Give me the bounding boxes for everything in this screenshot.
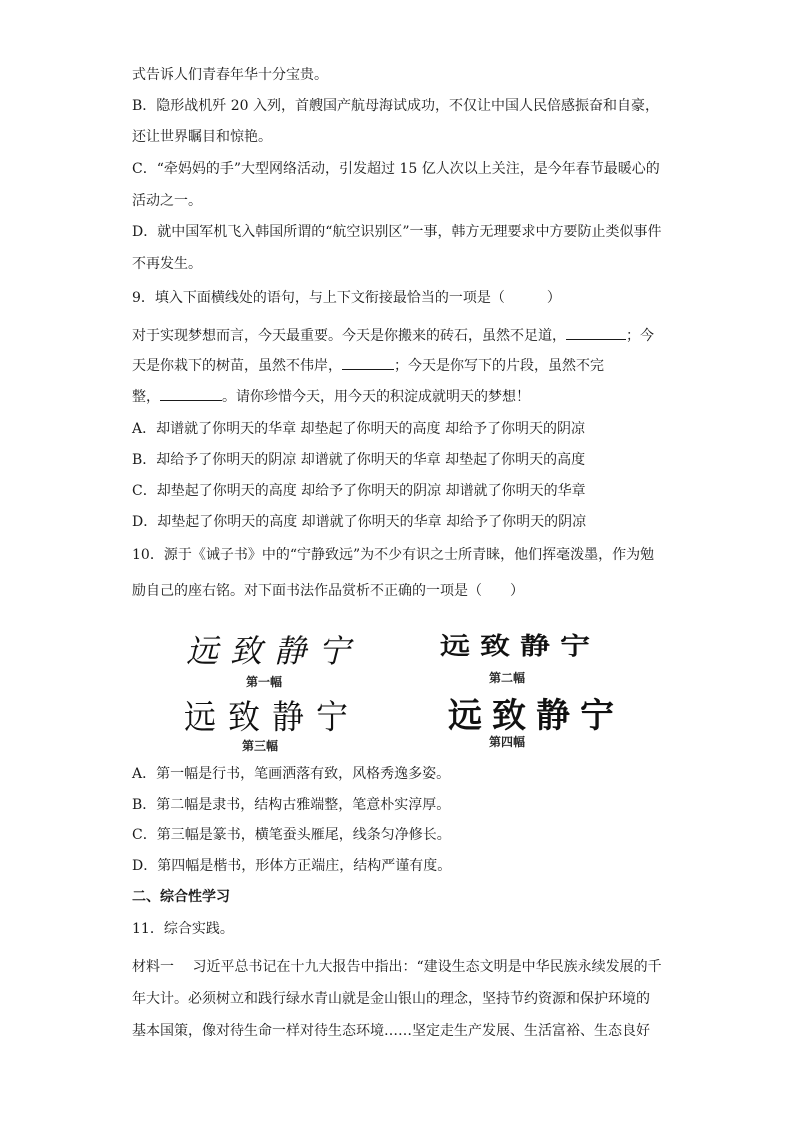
option-d-line: D．就中国军机飞入韩国所谓的“航空识别区”一事，韩方无理要求中方要防止类似事件	[132, 224, 662, 240]
blank-2	[342, 357, 394, 370]
q9-passage-line-1: 对于实现梦想而言，今天最重要。今天是你搬来的砖石，虽然不足道， ；今	[132, 328, 654, 344]
q10-option-c: C．第三幅是篆书，横笔蚕头雁尾，线条匀净修长。	[132, 827, 451, 843]
q9-option-a: A．却谱就了你明天的华章 却垫起了你明天的高度 却给予了你明天的阴凉	[132, 421, 586, 437]
q10-option-a: A．第一幅是行书，笔画洒落有致，风格秀逸多姿。	[132, 766, 451, 782]
q9-option-c: C．却垫起了你明天的高度 却给予了你明天的阴凉 却谱就了你明天的华章	[132, 483, 586, 499]
calligraphy-caption-2: 第二幅	[489, 671, 526, 685]
question-9-stem: 9．填入下面横线处的语句，与上下文衔接最恰当的一项是（ ）	[132, 290, 561, 306]
q9-passage-line-3: 整， 。请你珍惜今天，用今天的积淀成就明天的梦想！	[132, 389, 530, 405]
q9-passage-line-2: 天是你栽下的树苗，虽然不伟岸， ；今天是你写下的片段，虽然不完	[132, 358, 604, 374]
blank-1	[566, 327, 626, 340]
calligraphy-caption-3: 第三幅	[242, 739, 279, 753]
question-11-stem: 11．综合实践。	[132, 921, 234, 937]
material-1-line-3: 基本国策，像对待生命一样对待生态环境……坚定走生产发展、生活富裕、生态良好	[132, 1023, 650, 1039]
calligraphy-work-3: 远致静宁	[184, 697, 361, 738]
calligraphy-caption-4: 第四幅	[489, 735, 526, 749]
question-10-stem-cont: 励自己的座右铭。对下面书法作品赏析不正确的一项是（ ）	[132, 583, 524, 599]
option-c-line: C．“牵妈妈的手”大型网络活动，引发超过 15 亿人次以上关注，是今年春节最暖心的	[132, 161, 660, 177]
option-b-line: B．隐形战机歼 20 入列，首艘国产航母海试成功，不仅让中国人民倍感振奋和自豪，	[132, 98, 660, 114]
calligraphy-caption-1: 第一幅	[246, 675, 283, 689]
blank-3	[160, 388, 222, 401]
text-line: 不再发生。	[132, 256, 202, 272]
q10-option-d: D．第四幅是楷书，形体方正端庄，结构严谨有度。	[132, 858, 452, 874]
calligraphy-work-1: 远致静宁	[186, 632, 363, 670]
calligraphy-work-2: 远致静宁	[440, 632, 600, 661]
q9-option-d: D．却垫起了你明天的高度 却谱就了你明天的华章 却给予了你明天的阴凉	[132, 514, 587, 530]
text-line: 式告诉人们青春年华十分宝贵。	[132, 67, 328, 83]
question-10-stem: 10．源于《诫子书》中的“宁静致远”为不少有识之士所青睐，他们挥毫泼墨，作为勉	[132, 547, 655, 563]
q10-option-b: B．第二幅是隶书，结构古雅端整，笔意朴实淳厚。	[132, 797, 451, 813]
material-1-line-2: 年大计。必须树立和践行绿水青山就是金山银山的理念，坚持节约资源和保护环境的	[132, 991, 650, 1007]
q9-option-b: B．却给予了你明天的阴凉 却谱就了你明天的华章 却垫起了你明天的高度	[132, 452, 586, 468]
section-title: 二、综合性学习	[132, 889, 230, 905]
text-line: 还让世界瞩目和惊艳。	[132, 129, 272, 145]
calligraphy-work-4: 远致静宁	[448, 696, 624, 736]
text-line: 活动之一。	[132, 193, 202, 209]
material-1-line-1: 材料一 习近平总书记在十九大报告中指出：“建设生态文明是中华民族永续发展的千	[132, 959, 662, 975]
